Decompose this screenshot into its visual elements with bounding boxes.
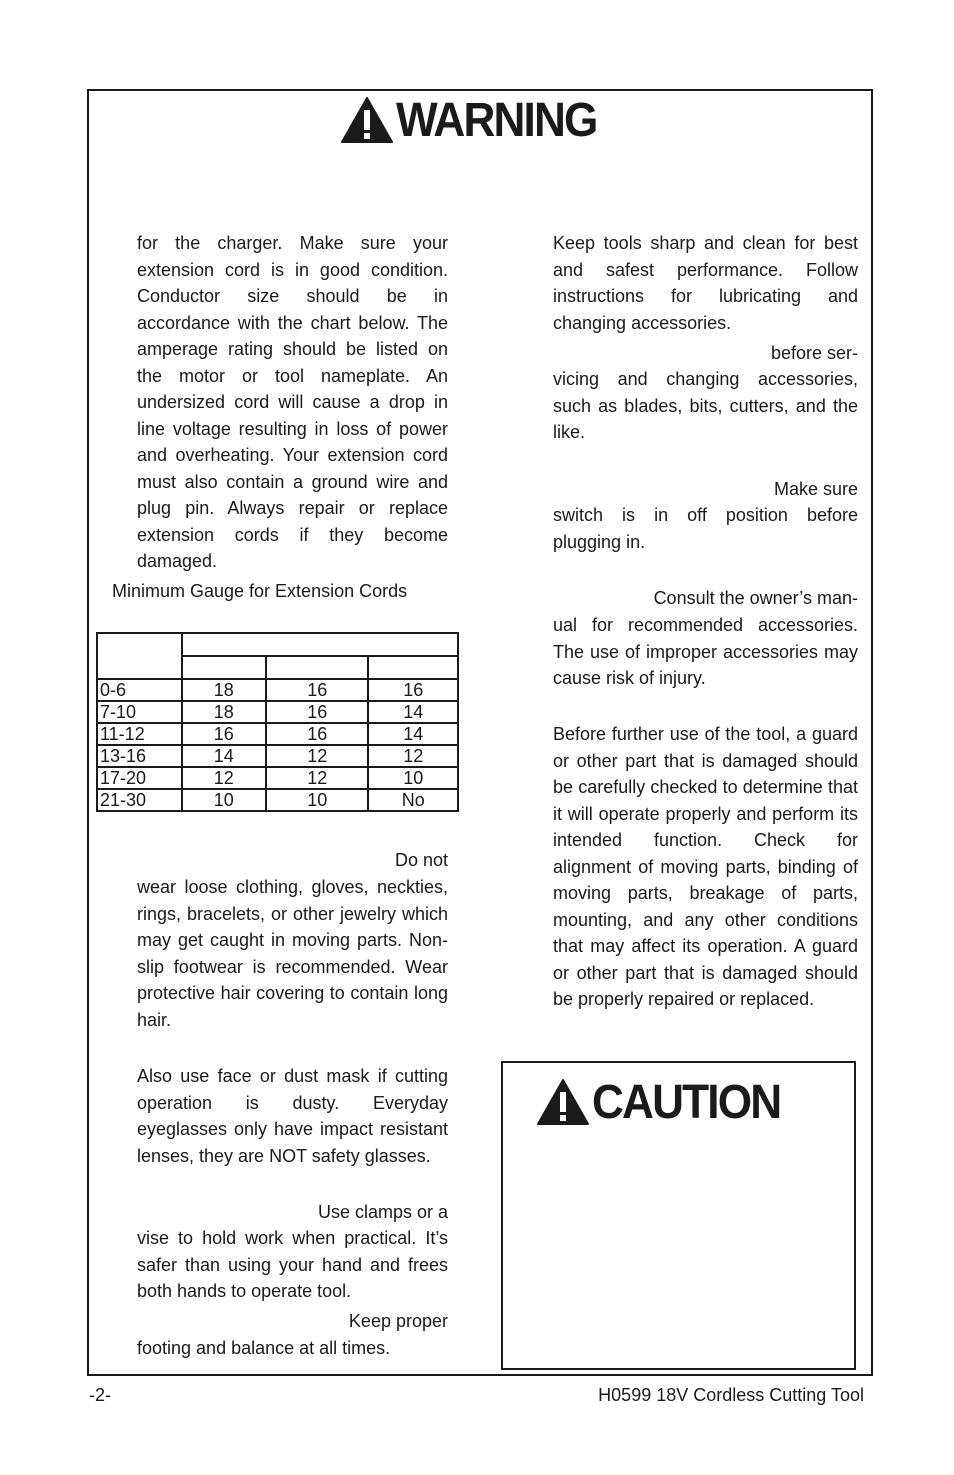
table-cell: 13-16	[97, 745, 182, 767]
table-cell: 7-10	[97, 701, 182, 723]
clothing-paragraph: wear loose clothing, gloves, neckties, rings, bracelets, or other jewelry which may get caught in moving parts. Non-slip footwear is recommended. Wear protective hair covering to contain long hair.	[137, 877, 448, 1030]
accessories-lead: Consult the owner’s man-	[653, 588, 858, 608]
table-header-cell	[182, 633, 458, 656]
table-row	[97, 745, 458, 767]
table-cell: 14	[368, 701, 458, 723]
table-cell: 12	[182, 767, 267, 789]
table-cell: 18	[182, 701, 267, 723]
table-cell: No	[368, 789, 458, 811]
table-cell: 16	[182, 723, 267, 745]
switch-lead: Make sure	[773, 479, 858, 499]
chart-title: Minimum Gauge for Extension Cords	[112, 581, 408, 601]
table-cell: 14	[182, 745, 267, 767]
table-cell: 16	[368, 679, 458, 701]
table-cell: 14	[368, 723, 458, 745]
gauge-table	[96, 632, 459, 812]
accessories-paragraph: ual for recommended accessories. The use of improper accessories may cause risk of injury.	[553, 615, 858, 688]
table-cell: 12	[266, 767, 368, 789]
table-cell: 10	[182, 789, 267, 811]
servicing-lead: before ser-	[770, 343, 858, 363]
table-row	[97, 701, 458, 723]
warning-title: WARNING	[396, 93, 597, 147]
table-cell: 17-20	[97, 767, 182, 789]
table-header-cell	[182, 656, 267, 679]
footing-lead: Keep proper	[348, 1311, 448, 1331]
table-cell: 10	[368, 767, 458, 789]
caution-title: CAUTION	[592, 1075, 781, 1129]
clothing-lead: Do not	[394, 850, 448, 870]
table-cell: 12	[266, 745, 368, 767]
table-row	[97, 679, 458, 701]
caution-triangle-icon	[536, 1078, 590, 1126]
table-header-cell	[368, 656, 458, 679]
table-cell: 16	[266, 701, 368, 723]
table-cell: 10	[266, 789, 368, 811]
table-row	[97, 767, 458, 789]
table-header-row	[97, 633, 458, 656]
table-cell: 18	[182, 679, 267, 701]
table-header-cell	[97, 633, 182, 679]
table-cell: 0-6	[97, 679, 182, 701]
table-cell: 16	[266, 723, 368, 745]
switch-paragraph: switch is in off position before plugging in.	[553, 505, 858, 552]
page-number: -2-	[89, 1385, 111, 1405]
warning-header	[0, 92, 954, 148]
table-cell: 16	[266, 679, 368, 701]
table-row	[97, 789, 458, 811]
table-header-cell	[266, 656, 368, 679]
clamps-lead: Use clamps or a	[317, 1202, 448, 1222]
table-row	[97, 723, 458, 745]
extension-cord-paragraph: for the charger. Make sure your extension cord is in good condition. Conductor size should be in accordance with the chart below. The amperage rating should be listed on the motor or tool nameplate. An undersized cord will cause a drop in line voltage resulting in loss of power and overheating. Your extension cord must also contain a ground wire and plug pin. Always repair or replace extension cords if they become damaged.	[137, 233, 448, 571]
clamps-paragraph: vise to hold work when practical. It’s safer than using your hand and frees both hands to operate tool.	[137, 1228, 448, 1301]
footing-paragraph: footing and balance at all times.	[137, 1338, 391, 1358]
table-cell: 12	[368, 745, 458, 767]
damaged-parts-paragraph: Before further use of the tool, a guard or other part that is damaged should be carefully checked to determine that it will operate properly and perform its intended function. Check for alignment of moving parts, binding of moving parts, breakage of parts, mounting, and any other conditions that may affect its operation. A guard or other part that is damaged should be properly repaired or replaced.	[553, 724, 858, 1009]
sharp-tools-paragraph: Keep tools sharp and clean for best and safest performance. Follow instructions for lubricating and changing accessories.	[553, 233, 858, 333]
warning-triangle-icon	[340, 96, 394, 144]
table-cell: 21-30	[97, 789, 182, 811]
manual-title: H0599 18V Cordless Cutting Tool	[598, 1385, 864, 1405]
servicing-paragraph: vicing and changing accessories, such as blades, bits, cutters, and the like.	[553, 369, 858, 442]
caution-header	[536, 1074, 797, 1130]
face-mask-paragraph: Also use face or dust mask if cutting operation is dusty. Everyday eyeglasses only have impact resistant lenses, they are NOT safety glasses.	[137, 1066, 448, 1166]
table-cell: 11-12	[97, 723, 182, 745]
